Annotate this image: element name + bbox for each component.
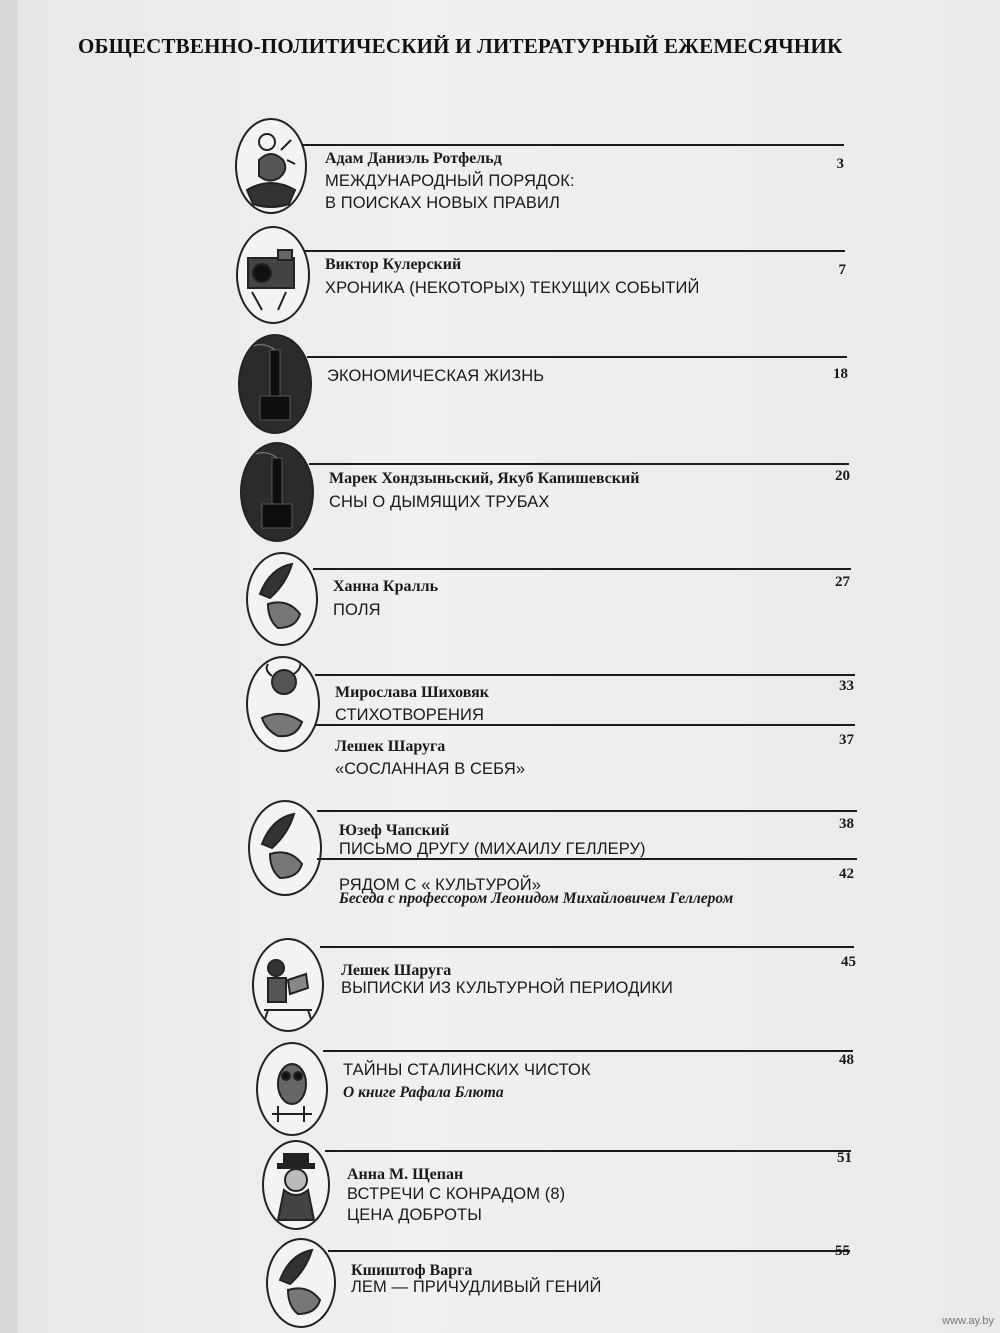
- entry-author: Анна М. Щепан: [347, 1166, 464, 1183]
- portrait-man-icon: [262, 1140, 330, 1230]
- entry-page-number: 37: [839, 732, 854, 748]
- quill-hand-icon: [246, 552, 318, 646]
- entry-page-number: 18: [833, 366, 848, 382]
- entry-page-number: 3: [836, 156, 844, 172]
- entry-title: ВСТРЕЧИ С КОНРАДОМ (8): [347, 1185, 566, 1203]
- entry-page-number: 27: [835, 574, 850, 590]
- entry-rule: [307, 356, 847, 358]
- entry-title: РЯДОМ С « КУЛЬТУРОЙ»: [339, 876, 541, 894]
- entry-title: ТАЙНЫ СТАЛИНСКИХ ЧИСТОК: [343, 1061, 591, 1079]
- entry-rule: [315, 674, 855, 676]
- entry-author: Юзеф Чапский: [339, 822, 450, 839]
- entry-page-number: 7: [838, 262, 846, 278]
- page-edge: [0, 0, 18, 1333]
- reader-icon: [252, 938, 324, 1032]
- entry-author: Лешек Шаруга: [335, 738, 446, 755]
- masthead: ОБЩЕСТВЕННО-ПОЛИТИЧЕСКИЙ И ЛИТЕРАТУРНЫЙ ЕЖЕМЕСЯЧНИК: [78, 34, 843, 58]
- entry-page-number: 33: [839, 678, 854, 694]
- entry-title: ХРОНИКА (НЕКОТОРЫХ) ТЕКУЩИХ СОБЫТИЙ: [325, 279, 700, 297]
- entry-author: Лешек Шаруга: [341, 962, 452, 979]
- entry-rule: [320, 946, 854, 948]
- entry-rule: [313, 568, 851, 570]
- owl-icon: [256, 1042, 328, 1136]
- entry-rule: [325, 1150, 851, 1152]
- entry-title: «СОСЛАННАЯ В СЕБЯ»: [335, 760, 526, 778]
- entry-title-line2: ЦЕНА ДОБРОТЫ: [347, 1206, 482, 1224]
- entry-title: МЕЖДУНАРОДНЫЙ ПОРЯДОК:: [325, 172, 575, 190]
- entry-author: Виктор Кулерский: [325, 256, 462, 273]
- entry-page-number: 45: [841, 954, 856, 970]
- entry-title: СНЫ О ДЫМЯЩИХ ТРУБАХ: [329, 493, 550, 511]
- quill-hand-icon: [248, 800, 322, 896]
- entry-page-number: 48: [839, 1052, 854, 1068]
- entry-page-number: 38: [839, 816, 854, 832]
- entry-subtitle: О книге Рафала Блюта: [343, 1084, 504, 1101]
- entry-rule: [305, 250, 845, 252]
- entry-rule: [317, 810, 857, 812]
- camera-icon: [236, 226, 310, 324]
- entry-author: Ханна Кралль: [333, 578, 439, 595]
- entry-title: ЭКОНОМИЧЕСКАЯ ЖИЗНЬ: [327, 367, 545, 385]
- entry-author: Марек Хондзыньский, Якуб Капишевский: [329, 470, 640, 487]
- entry-subtitle: Беседа с профессором Леонидом Михайловичем Геллером: [339, 890, 734, 907]
- entry-author: Кшиштоф Варга: [351, 1262, 473, 1279]
- entry-title: СТИХОТВОРЕНИЯ: [335, 706, 484, 724]
- entry-page-number: 20: [835, 468, 850, 484]
- entry-title: ПОЛЯ: [333, 601, 381, 619]
- entry-author: Адам Даниэль Ротфельд: [325, 150, 502, 167]
- entry-author: Мирослава Шиховяк: [335, 684, 490, 701]
- entry-rule: [315, 724, 855, 726]
- watermark: www.ay.by: [942, 1315, 994, 1327]
- entry-rule: [328, 1250, 850, 1252]
- entry-rule: [317, 858, 857, 860]
- entry-title-line2: В ПОИСКАХ НОВЫХ ПРАВИЛ: [325, 194, 560, 212]
- quill-hand-icon: [266, 1238, 336, 1328]
- entry-title: ЛЕМ — ПРИЧУДЛИВЫЙ ГЕНИЙ: [351, 1278, 602, 1296]
- entry-rule: [302, 144, 844, 146]
- factory-chimney-icon: [238, 334, 312, 434]
- muse-hand-icon: [246, 656, 320, 752]
- entry-title: ВЫПИСКИ ИЗ КУЛЬТУРНОЙ ПЕРИОДИКИ: [341, 979, 674, 997]
- entry-rule: [323, 1050, 853, 1052]
- factory-chimney-icon: [240, 442, 314, 542]
- entry-title: ПИСЬМО ДРУГУ (МИХАИЛУ ГЕЛЛЕРУ): [339, 840, 646, 858]
- entry-page-number: 51: [837, 1150, 852, 1166]
- allegory-figure-icon: [235, 118, 307, 214]
- entry-page-number: 55: [835, 1243, 850, 1259]
- entry-rule: [309, 463, 849, 465]
- entry-page-number: 42: [839, 866, 854, 882]
